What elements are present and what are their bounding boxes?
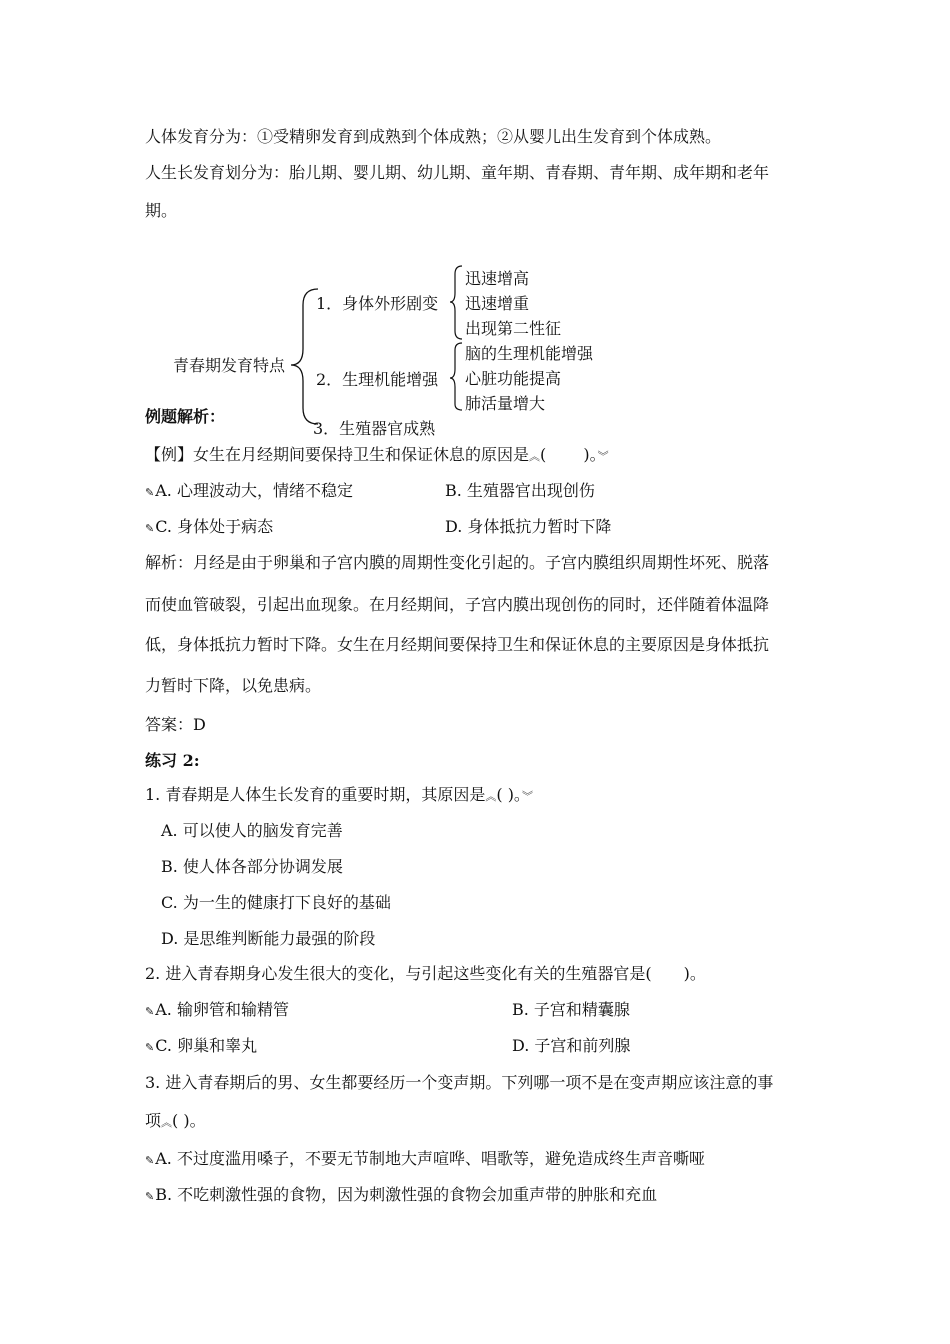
q2-option-b: B. 子宫和精囊腺: [512, 1000, 630, 1019]
up-mark-icon: ︽: [485, 790, 497, 803]
example-heading: 例题解析：: [145, 407, 226, 426]
q1-option: A. 可以使人的脑发育完善: [161, 821, 343, 840]
branch-3-label: 3．生殖器官成熟: [313, 419, 436, 438]
example-question: [145, 444, 609, 468]
example-blank: ( )。: [540, 445, 598, 464]
prefix-mark-icon: ✎: [145, 1190, 155, 1203]
branch-2-item: 心脏功能提高: [465, 369, 562, 388]
analysis-line: 而使血管破裂，引起出血现象。在月经期间，子宫内膜出现创伤的同时，还伴随着体温降: [145, 595, 770, 614]
option-c-text: C. 卵巢和睾丸: [155, 1036, 258, 1055]
q1-stem-text: 1. 青春期是人体生长发育的重要时期，其原因是: [145, 785, 486, 804]
q1-option: B. 使人体各部分协调发展: [161, 857, 343, 876]
prefix-mark-icon: ✎: [145, 486, 155, 499]
q3-option-b: [145, 1184, 657, 1208]
down-mark-icon: ︾: [597, 450, 609, 463]
branch-1-item: 迅速增重: [465, 294, 530, 313]
intro-line-2: 人生长发育划分为：胎儿期、婴儿期、幼儿期、童年期、青春期、青年期、成年期和老年: [145, 163, 770, 182]
branch-2-item: 肺活量增大: [465, 394, 546, 413]
q3-stem-text: 项: [145, 1111, 162, 1130]
q1-option: D. 是思维判断能力最强的阶段: [161, 929, 376, 948]
option-a-text: A. 心理波动大，情绪不稳定: [155, 481, 353, 500]
q3-stem: 3. 进入青春期后的男、女生都要经历一个变声期。下列哪一项不是在变声期应该注意的事: [145, 1073, 774, 1092]
option-c-text: C. 身体处于病态: [155, 517, 274, 536]
option-a-text: A. 输卵管和输精管: [155, 1000, 289, 1019]
diagram-root: 青春期发育特点: [173, 356, 286, 375]
intro-line-3: 期。: [145, 201, 178, 220]
branch-2-item: 脑的生理机能增强: [465, 344, 594, 363]
branch-1-label: 1．身体外形剧变: [316, 294, 439, 313]
q1-blank: ( )。: [496, 785, 522, 804]
main-brace: [291, 289, 318, 424]
practice-heading: 练习 2:: [145, 751, 200, 770]
prefix-mark-icon: ✎: [145, 1041, 155, 1054]
q2-stem: 2. 进入青春期身心发生很大的变化，与引起这些变化有关的生殖器官是( )。: [145, 964, 706, 983]
example-option-c: [145, 516, 273, 540]
intro-line-1: 人体发育分为：①受精卵发育到成熟到个体成熟；②从婴儿出生发育到个体成熟。: [145, 127, 722, 146]
q1-stem: [145, 784, 533, 808]
prefix-mark-icon: ✎: [145, 1005, 155, 1018]
branch-1-item: 出现第二性征: [465, 319, 562, 338]
q2-option-d: D. 子宫和前列腺: [512, 1036, 631, 1055]
option-b-text: B. 不吃刺激性强的食物，因为刺激性强的食物会加重声带的肿胀和充血: [155, 1185, 658, 1204]
branch-1-brace: [450, 266, 462, 339]
example-option-d: D. 身体抵抗力暂时下降: [445, 517, 612, 536]
example-option-b: B. 生殖器官出现创伤: [445, 481, 595, 500]
prefix-mark-icon: ✎: [145, 1154, 155, 1167]
branch-2-label: 2．生理机能增强: [316, 370, 439, 389]
up-mark-icon: ︽: [529, 450, 541, 463]
q2-option-a: [145, 999, 289, 1023]
q2-option-c: [145, 1035, 257, 1059]
prefix-mark-icon: ✎: [145, 522, 155, 535]
branch-2-brace: [450, 343, 462, 410]
down-mark-icon: ︾: [521, 790, 533, 803]
up-mark-icon: ︽: [161, 1116, 173, 1129]
example-question-text: 【例】女生在月经期间要保持卫生和保证休息的原因是: [145, 445, 530, 464]
branch-1-item: 迅速增高: [465, 269, 530, 288]
example-answer: 答案：D: [145, 715, 206, 734]
q3-stem-cont: [145, 1110, 206, 1134]
analysis-line: 解析：月经是由于卵巢和子宫内膜的周期性变化引起的。子宫内膜组织周期性坏死、脱落: [145, 553, 770, 572]
q3-blank: ( )。: [172, 1111, 206, 1130]
q3-option-a: [145, 1148, 705, 1172]
analysis-line: 力暂时下降，以免患病。: [145, 676, 322, 695]
q1-option: C. 为一生的健康打下良好的基础: [161, 893, 391, 912]
analysis-line: 低，身体抵抗力暂时下降。女生在月经期间要保持卫生和保证休息的主要原因是身体抵抗: [145, 635, 770, 654]
example-option-a: [145, 480, 353, 504]
option-a-text: A. 不过度滥用嗓子，不要无节制地大声喧哗、唱歌等，避免造成终生声音嘶哑: [155, 1149, 705, 1168]
